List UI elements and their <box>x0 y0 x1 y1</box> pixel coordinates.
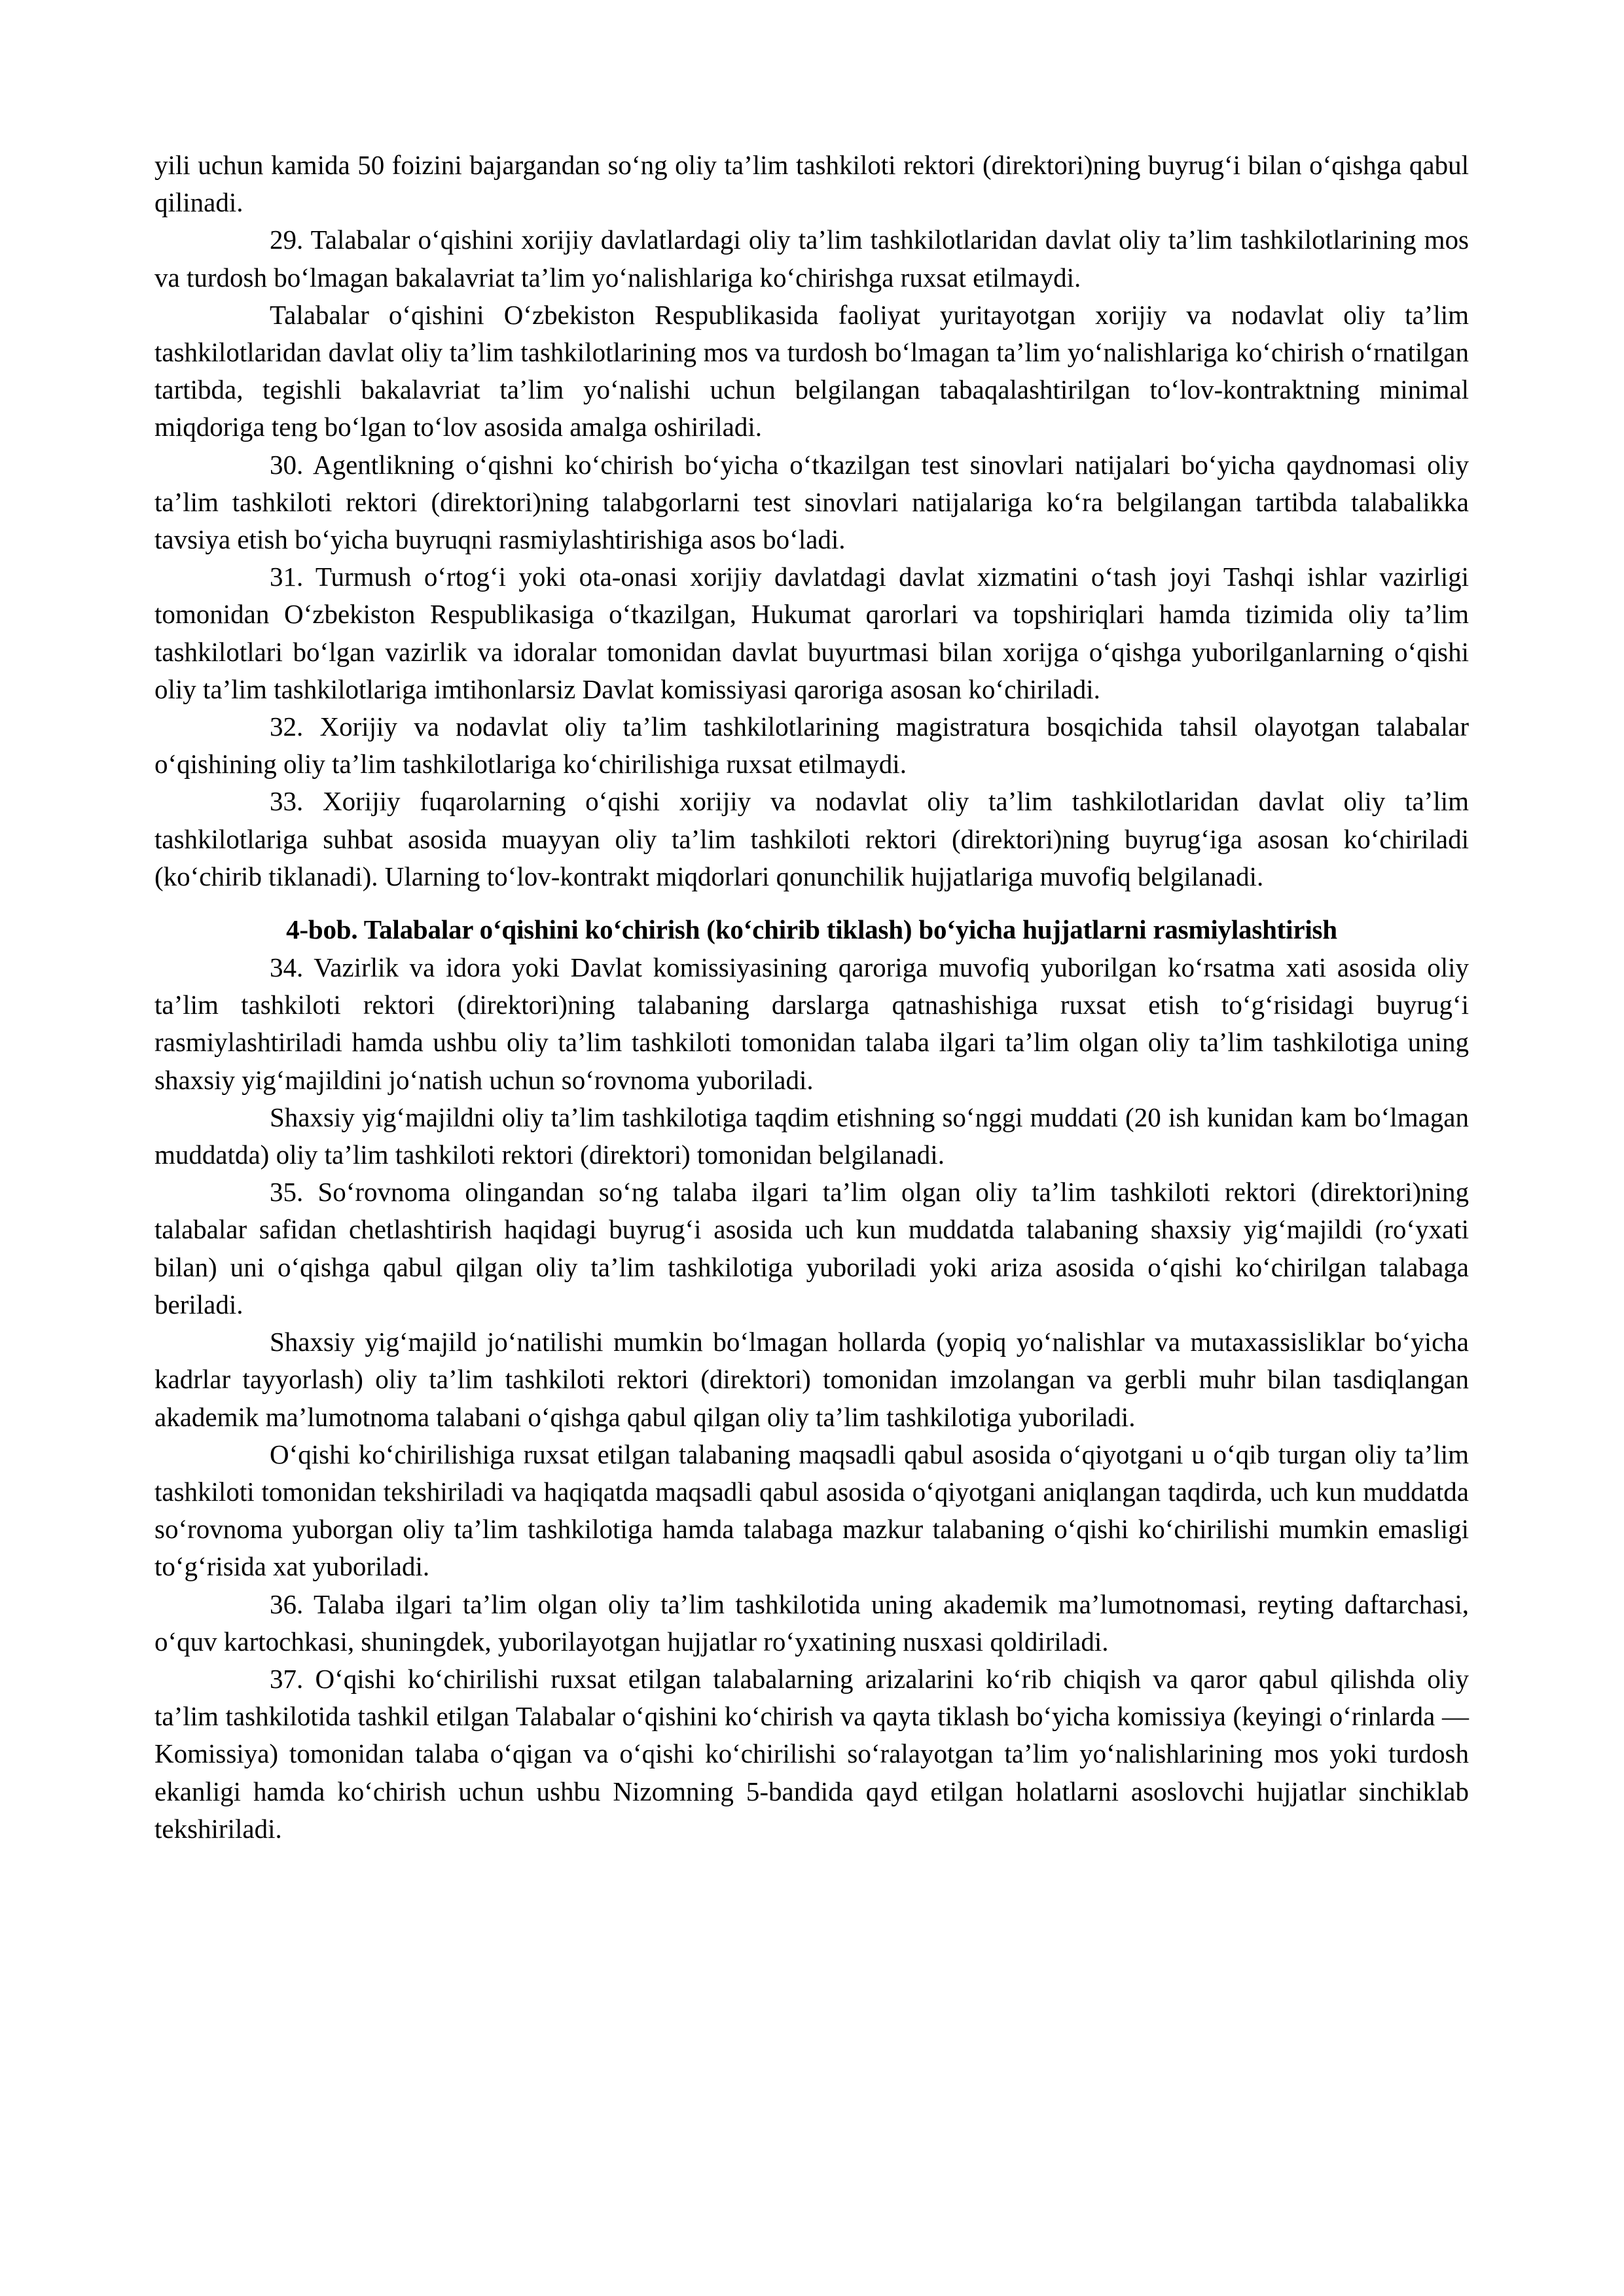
paragraph-34-second: Shaxsiy yig‘majildni oliy ta’lim tashkilotiga taqdim etishning so‘nggi muddati (20 ish kunidan kam bo‘lmagan muddatda) oliy ta’lim tashkiloti rektori (direktori) tomonidan belgilanadi. <box>154 1102 1469 1170</box>
paragraph-32: 32. Xorijiy va nodavlat oliy ta’lim tashkilotlarining magistratura bosqichida tahsil olayotgan talabalar o‘qishining oliy ta’lim tashkilotlariga ko‘chirilishiga ruxsat etilmaydi. <box>154 711 1469 780</box>
document-page <box>154 147 1469 1848</box>
paragraph-37: 37. O‘qishi ko‘chirilishi ruxsat etilgan talabalarning arizalarini ko‘rib chiqish va qaror qabul qilishda oliy ta’lim tashkilotida tashkil etilgan Talabalar o‘qishini ko‘chirish va qayta tiklash bo‘yicha komissiya (keyingi o‘rinlarda — Komissiya) tomonidan talaba o‘qigan va o‘qishi ko‘chirilishi so‘ralayotgan ta’lim yo‘nalishlarining mos yoki turdosh ekanligi hamda ko‘chirish uchun ushbu Nizomning 5-bandida qayd etilgan holatlarni asoslovchi hujjatlar sinchiklab tekshiriladi. <box>154 1663 1469 1844</box>
paragraph-28-continuation: yili uchun kamida 50 foizini bajargandan so‘ng oliy ta’lim tashkiloti rektori (direktori)ning buyrug‘i bilan o‘qishga qabul qilinadi. <box>154 150 1469 218</box>
chapter-heading: 4-bob. Talabalar o‘qishini ko‘chirish (ko‘chirib tiklash) bo‘yicha hujjatlarni rasmiylashtirish <box>286 914 1337 945</box>
paragraph-35-second: Shaxsiy yig‘majild jo‘natilishi mumkin bo‘lmagan hollarda (yopiq yo‘nalishlar va mutaxassisliklar bo‘yicha kadrlar tayyorlash) oliy ta’lim tashkiloti rektori (direktori) tomonidan imzolangan va gerbli muhr bilan tasdiqlangan akademik ma’lumotnoma talabani o‘qishga qabul qilgan oliy ta’lim tashkilotiga yuboriladi. <box>154 1327 1469 1432</box>
paragraph-30: 30. Agentlikning o‘qishni ko‘chirish bo‘yicha o‘tkazilgan test sinovlari natijalari bo‘yicha qaydnomasi oliy ta’lim tashkiloti rektori (direktori)ning talabgorlarni test sinovlari natijalariga ko‘ra belgilangan tartibda talabalikka tavsiya etish bo‘yicha buyruqni rasmiylashtirishiga asos bo‘ladi. <box>154 449 1469 555</box>
paragraph-31: 31. Turmush o‘rtog‘i yoki ota-onasi xorijiy davlatdagi davlat xizmatini o‘tash joyi Tashqi ishlar vazirligi tomonidan O‘zbekiston Respublikasiga o‘tkazilgan, Hukumat qarorlari va topshiriqlari hamda tizimida oliy ta’lim tashkilotlari bo‘lgan vazirlik va idoralar tomonidan davlat buyurtmasi bilan xorijga o‘qishga yuborilganlarning o‘qishi oliy ta’lim tashkilotlariga imtihonlarsiz Davlat komissiyasi qaroriga asosan ko‘chiriladi. <box>154 562 1469 704</box>
paragraph-29-second: Talabalar o‘qishini O‘zbekiston Respublikasida faoliyat yuritayotgan xorijiy va nodavlat oliy ta’lim tashkilotlaridan davlat oliy ta’lim tashkilotlarining mos va turdosh bo‘lmagan ta’lim yo‘nalishlariga ko‘chirish o‘rnatilgan tartibda, tegishli bakalavriat ta’lim yo‘nalishi uchun belgilangan tabaqalashtirilgan to‘lov-kontraktning minimal miqdoriga teng bo‘lgan to‘lov asosida amalga oshiriladi. <box>154 299 1469 442</box>
paragraph-35: 35. So‘rovnoma olingandan so‘ng talaba ilgari ta’lim olgan oliy ta’lim tashkiloti rektori (direktori)ning talabalar safidan chetlashtirish haqidagi buyrug‘i asosida uch kun muddatda talabaning shaxsiy yig‘majildi (ro‘yxati bilan) uni o‘qishga qabul qilgan oliy ta’lim tashkilotiga yuboriladi yoki ariza asosida o‘qishi ko‘chirilgan talabaga beriladi. <box>154 1177 1469 1319</box>
paragraph-35-third: O‘qishi ko‘chirilishiga ruxsat etilgan talabaning maqsadli qabul asosida o‘qiyotgani u o‘qib turgan oliy ta’lim tashkiloti tomonidan tekshiriladi va haqiqatda maqsadli qabul asosida o‘qiyotgani aniqlangan taqdirda, uch kun muddatda so‘rovnoma yuborgan oliy ta’lim tashkilotiga hamda talabaga mazkur talabaning o‘qishi ko‘chirilishi mumkin emasligi to‘g‘risida xat yuboriladi. <box>154 1439 1469 1582</box>
paragraph-36: 36. Talaba ilgari ta’lim olgan oliy ta’lim tashkilotida uning akademik ma’lumotnomasi, reyting daftarchasi, o‘quv kartochkasi, shuningdek, yuborilayotgan hujjatlar ro‘yxatining nusxasi qoldiriladi. <box>154 1588 1469 1657</box>
paragraph-33: 33. Xorijiy fuqarolarning o‘qishi xorijiy va nodavlat oliy ta’lim tashkilotlaridan davlat oliy ta’lim tashkilotlariga suhbat asosida muayyan oliy ta’lim tashkiloti rektori (direktori)ning buyrug‘iga asosan ko‘chiriladi (ko‘chirib tiklanadi). Ularning to‘lov-kontrakt miqdorlari qonunchilik hujjatlariga muvofiq belgilanadi. <box>154 786 1469 891</box>
paragraph-29: 29. Talabalar o‘qishini xorijiy davlatlardagi oliy ta’lim tashkilotlaridan davlat oliy ta’lim tashkilotlarining mos va turdosh bo‘lmagan bakalavriat ta’lim yo‘nalishlariga ko‘chirishga ruxsat etilmaydi. <box>154 224 1469 293</box>
paragraph-34: 34. Vazirlik va idora yoki Davlat komissiyasining qaroriga muvofiq yuborilgan ko‘rsatma xati asosida oliy ta’lim tashkiloti rektori (direktori)ning talabaning darslarga qatnashishiga ruxsat etish to‘g‘risidagi buyrug‘i rasmiylashtiriladi hamda ushbu oliy ta’lim tashkiloti tomonidan talaba ilgari ta’lim olgan oliy ta’lim tashkilotiga uning shaxsiy yig‘majildini jo‘natish uchun so‘rovnoma yuboriladi. <box>154 952 1469 1095</box>
